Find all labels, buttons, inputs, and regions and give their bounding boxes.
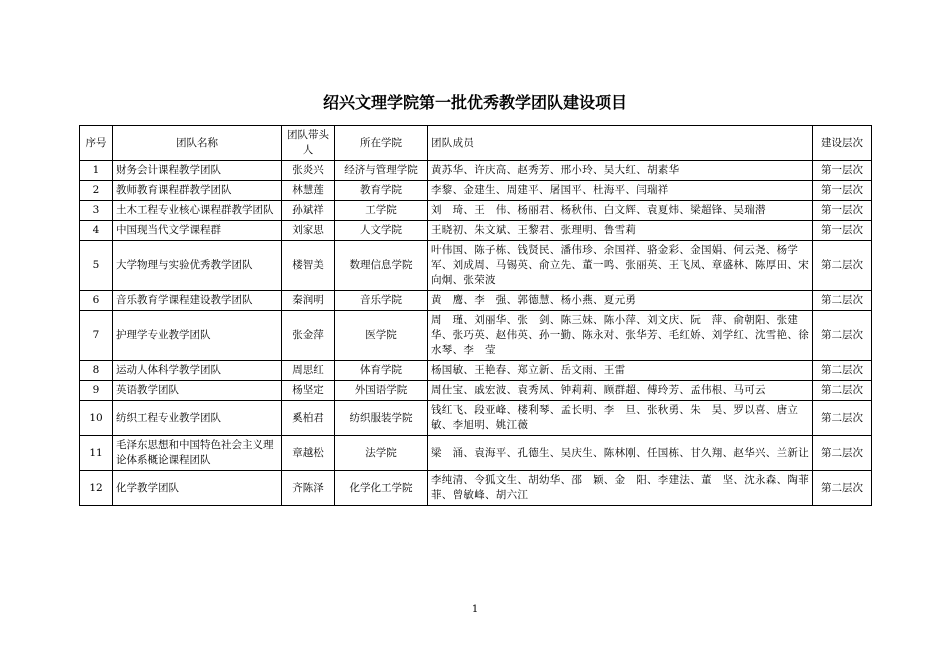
cell-team-name: 财务会计课程教学团队: [113, 161, 282, 181]
cell-team-name: 教师教育课程群教学团队: [113, 181, 282, 201]
cell-members: 王晓初、朱文斌、王黎君、张理明、鲁雪莉: [428, 221, 813, 241]
cell-members: 周 瑾、刘丽华、张 剑、陈三妹、陈小萍、刘文庆、阮 萍、俞朝阳、张建华、张巧英、赵伟英、孙一勤、陈永对、张华芳、毛红娇、刘学红、沈雪艳、徐水琴、李 莹: [428, 311, 813, 361]
cell-leader: 林慧莲: [282, 181, 335, 201]
cell-no: 2: [80, 181, 113, 201]
cell-no: 12: [80, 471, 113, 506]
cell-level: 第二层次: [813, 381, 872, 401]
cell-level: 第二层次: [813, 471, 872, 506]
cell-leader: 周思红: [282, 361, 335, 381]
cell-team-name: 纺织工程专业教学团队: [113, 401, 282, 436]
table-row: [80, 361, 872, 381]
cell-level: 第一层次: [813, 181, 872, 201]
table-row: [80, 291, 872, 311]
cell-college: 人文学院: [335, 221, 428, 241]
cell-no: 8: [80, 361, 113, 381]
table-row: [80, 221, 872, 241]
header-members: 团队成员: [428, 126, 813, 161]
cell-no: 1: [80, 161, 113, 181]
cell-leader: 秦润明: [282, 291, 335, 311]
cell-no: 3: [80, 201, 113, 221]
cell-leader: 杨坚定: [282, 381, 335, 401]
header-college: 所在学院: [335, 126, 428, 161]
cell-leader: 齐陈泽: [282, 471, 335, 506]
cell-college: 医学院: [335, 311, 428, 361]
cell-college: 音乐学院: [335, 291, 428, 311]
cell-level: 第二层次: [813, 311, 872, 361]
cell-no: 11: [80, 436, 113, 471]
cell-no: 10: [80, 401, 113, 436]
cell-college: 纺织服装学院: [335, 401, 428, 436]
header-team-name: 团队名称: [113, 126, 282, 161]
table-row: [80, 241, 872, 291]
cell-college: 化学化工学院: [335, 471, 428, 506]
cell-level: 第二层次: [813, 436, 872, 471]
cell-members: 钱红飞、段亚峰、楼利琴、孟长明、李 旦、张秋勇、朱 昊、罗以喜、唐立敏、李旭明、姚江薇: [428, 401, 813, 436]
cell-level: 第二层次: [813, 291, 872, 311]
table-row: [80, 381, 872, 401]
cell-members: 周仕宝、戚宏波、袁秀凤、钟莉莉、顾群超、傅玲芳、孟伟根、马可云: [428, 381, 813, 401]
header-no: 序号: [80, 126, 113, 161]
table-row: [80, 201, 872, 221]
cell-no: 4: [80, 221, 113, 241]
cell-college: 体育学院: [335, 361, 428, 381]
cell-members: 黄 鹰、李 强、郭德慧、杨小燕、夏元勇: [428, 291, 813, 311]
cell-team-name: 英语教学团队: [113, 381, 282, 401]
cell-college: 经济与管理学院: [335, 161, 428, 181]
cell-level: 第一层次: [813, 221, 872, 241]
cell-no: 6: [80, 291, 113, 311]
cell-team-name: 土木工程专业核心课程群教学团队: [113, 201, 282, 221]
team-table: [79, 125, 872, 506]
table-row: [80, 401, 872, 436]
cell-leader: 奚柏君: [282, 401, 335, 436]
cell-college: 教育学院: [335, 181, 428, 201]
cell-college: 工学院: [335, 201, 428, 221]
page-number: 1: [471, 604, 479, 615]
cell-level: 第一层次: [813, 201, 872, 221]
cell-no: 7: [80, 311, 113, 361]
table-row: [80, 436, 872, 471]
cell-members: 刘 琦、王 伟、杨丽君、杨秋伟、白文辉、袁夏炜、梁超锋、吴瑞潜: [428, 201, 813, 221]
cell-members: 叶伟国、陈子栋、钱贤民、潘伟珍、余国祥、骆金彩、金国娟、何云尧、杨学军、刘成周、马锡英、俞立先、董一鸣、张丽英、王飞凤、章盛林、陈厚田、宋向炯、张荣波: [428, 241, 813, 291]
cell-team-name: 毛泽东思想和中国特色社会主义理论体系概论课程团队: [113, 436, 282, 471]
cell-college: 外国语学院: [335, 381, 428, 401]
table-row: [80, 161, 872, 181]
cell-team-name: 大学物理与实验优秀教学团队: [113, 241, 282, 291]
cell-no: 9: [80, 381, 113, 401]
cell-leader: 楼智美: [282, 241, 335, 291]
cell-college: 数理信息学院: [335, 241, 428, 291]
cell-members: 李黎、金建生、周建平、屠国平、杜海平、闫瑞祥: [428, 181, 813, 201]
cell-members: 黄苏华、许庆高、赵秀芳、邢小玲、吴大红、胡素华: [428, 161, 813, 181]
table-body: [80, 161, 872, 506]
table-row: [80, 311, 872, 361]
cell-team-name: 运动人体科学教学团队: [113, 361, 282, 381]
cell-leader: 孙斌祥: [282, 201, 335, 221]
cell-no: 5: [80, 241, 113, 291]
table-row: [80, 181, 872, 201]
cell-leader: 刘家思: [282, 221, 335, 241]
header-level: 建设层次: [813, 126, 872, 161]
document-title: 绍兴文理学院第一批优秀教学团队建设项目: [322, 93, 627, 112]
header-leader: 团队带头人: [282, 126, 335, 161]
cell-team-name: 化学教学团队: [113, 471, 282, 506]
cell-leader: 张金萍: [282, 311, 335, 361]
cell-level: 第二层次: [813, 401, 872, 436]
cell-college: 法学院: [335, 436, 428, 471]
cell-level: 第二层次: [813, 361, 872, 381]
cell-level: 第二层次: [813, 241, 872, 291]
cell-team-name: 中国现当代文学课程群: [113, 221, 282, 241]
cell-team-name: 音乐教育学课程建设教学团队: [113, 291, 282, 311]
cell-team-name: 护理学专业教学团队: [113, 311, 282, 361]
cell-level: 第一层次: [813, 161, 872, 181]
cell-leader: 章越松: [282, 436, 335, 471]
cell-members: 梁 涌、袁海平、孔德生、吴庆生、陈林刚、任国栋、甘久翔、赵华兴、兰新让: [428, 436, 813, 471]
table-header-row: [80, 126, 872, 161]
cell-leader: 张炎兴: [282, 161, 335, 181]
cell-members: 李纯清、令狐文生、胡幼华、邵 颖、金 阳、李建法、董 坚、沈永森、陶菲菲、曾敏峰、胡六江: [428, 471, 813, 506]
cell-members: 杨国敏、王艳春、郑立新、岳文雨、王雷: [428, 361, 813, 381]
table-row: [80, 471, 872, 506]
